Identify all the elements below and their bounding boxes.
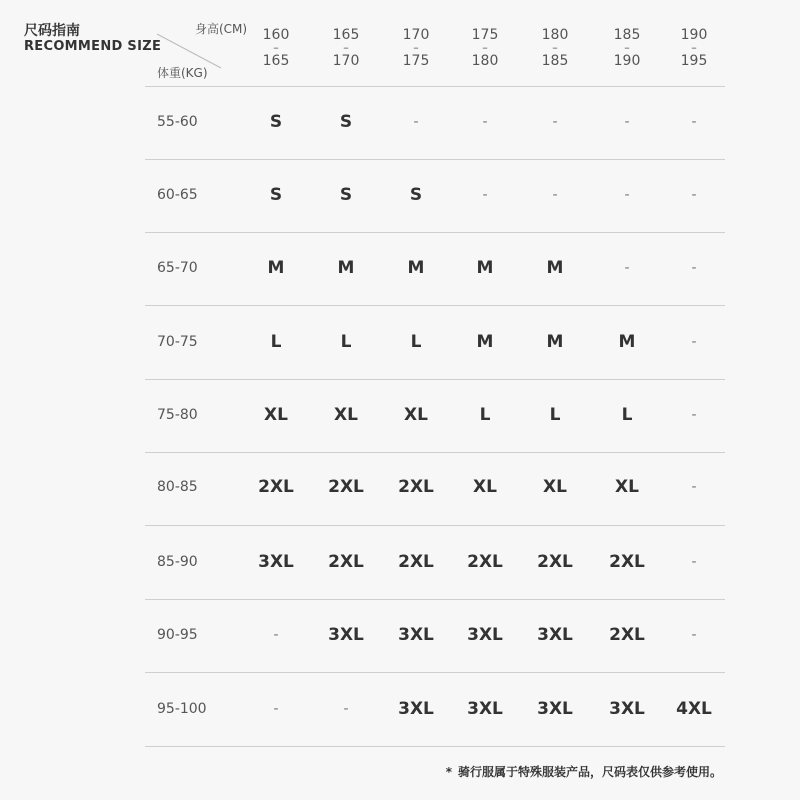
size-cell: 2XL	[328, 552, 364, 572]
row-divider	[145, 86, 725, 87]
row-divider	[145, 305, 725, 306]
size-cell: -	[624, 187, 630, 203]
size-cell: M	[476, 332, 494, 352]
page-title: 尺码指南	[24, 23, 80, 39]
height-to: 185	[541, 53, 569, 69]
size-cell: -	[691, 187, 697, 203]
size-cell: 3XL	[398, 625, 434, 645]
row-divider	[145, 159, 725, 160]
size-cell: -	[691, 260, 697, 276]
size-cell: 4XL	[676, 699, 712, 719]
row-divider	[145, 599, 725, 600]
size-cell: L	[340, 332, 352, 352]
weight-row-label: 75-80	[157, 407, 198, 423]
size-cell: XL	[264, 405, 288, 425]
height-range-dash: –	[691, 41, 697, 54]
weight-row-label: 55-60	[157, 114, 198, 130]
height-from: 170	[402, 27, 430, 43]
size-cell: 3XL	[467, 625, 503, 645]
size-cell: XL	[615, 477, 639, 497]
weight-row-label: 65-70	[157, 260, 198, 276]
size-cell: -	[691, 554, 697, 570]
size-cell: 3XL	[537, 625, 573, 645]
size-cell: -	[691, 407, 697, 423]
weight-row-label: 70-75	[157, 334, 198, 350]
size-cell: XL	[334, 405, 358, 425]
row-divider	[145, 379, 725, 380]
height-column-header	[386, 28, 446, 68]
size-cell: L	[410, 332, 422, 352]
size-cell: 3XL	[609, 699, 645, 719]
size-cell: 2XL	[537, 552, 573, 572]
size-cell: 2XL	[398, 477, 434, 497]
size-cell: M	[267, 258, 285, 278]
height-from: 180	[541, 27, 569, 43]
height-column-header	[664, 28, 724, 68]
size-cell: M	[476, 258, 494, 278]
height-to: 175	[402, 53, 430, 69]
weight-row-label: 85-90	[157, 554, 198, 570]
size-cell: -	[273, 701, 279, 717]
weight-row-label: 95-100	[157, 701, 207, 717]
size-cell: L	[270, 332, 282, 352]
weight-row-label: 90-95	[157, 627, 198, 643]
height-column-header	[597, 28, 657, 68]
height-to: 165	[262, 53, 290, 69]
page-subtitle: RECOMMEND SIZE	[24, 39, 162, 54]
size-cell: 3XL	[258, 552, 294, 572]
height-range-dash: –	[343, 41, 349, 54]
size-cell: XL	[404, 405, 428, 425]
size-cell: XL	[543, 477, 567, 497]
size-cell: M	[546, 332, 564, 352]
height-axis-label: 身高(CM)	[195, 22, 248, 36]
weight-row-label: 60-65	[157, 187, 198, 203]
height-from: 185	[613, 27, 641, 43]
size-cell: -	[691, 114, 697, 130]
size-cell: -	[482, 187, 488, 203]
size-cell: S	[339, 185, 353, 205]
height-to: 195	[680, 53, 708, 69]
size-cell: -	[552, 187, 558, 203]
weight-axis-label: 体重(KG)	[157, 66, 208, 80]
row-divider	[145, 672, 725, 673]
size-cell: M	[546, 258, 564, 278]
footnote-star: *	[445, 765, 452, 779]
size-cell: 2XL	[328, 477, 364, 497]
size-cell: 2XL	[258, 477, 294, 497]
size-cell: -	[691, 334, 697, 350]
height-range-dash: –	[552, 41, 558, 54]
row-divider	[145, 525, 725, 526]
height-range-dash: –	[624, 41, 630, 54]
size-cell: S	[269, 112, 283, 132]
size-cell: 3XL	[537, 699, 573, 719]
height-from: 165	[332, 27, 360, 43]
size-cell: M	[337, 258, 355, 278]
height-to: 190	[613, 53, 641, 69]
size-cell: S	[409, 185, 423, 205]
size-cell: -	[552, 114, 558, 130]
size-cell: -	[624, 114, 630, 130]
height-to: 170	[332, 53, 360, 69]
weight-row-label: 80-85	[157, 479, 198, 495]
size-cell: 2XL	[609, 625, 645, 645]
size-cell: L	[549, 405, 561, 425]
row-divider	[145, 746, 725, 747]
size-cell: -	[624, 260, 630, 276]
height-column-header	[455, 28, 515, 68]
footnote	[446, 763, 722, 780]
size-cell: -	[691, 479, 697, 495]
height-from: 175	[471, 27, 499, 43]
height-range-dash: –	[273, 41, 279, 54]
size-cell: 3XL	[328, 625, 364, 645]
size-cell: S	[339, 112, 353, 132]
height-from: 190	[680, 27, 708, 43]
size-cell: 2XL	[398, 552, 434, 572]
size-cell: -	[691, 627, 697, 643]
height-range-dash: –	[413, 41, 419, 54]
height-from: 160	[262, 27, 290, 43]
size-cell: -	[413, 114, 419, 130]
table-corner-header	[145, 10, 248, 84]
height-range-dash: –	[482, 41, 488, 54]
size-cell: 2XL	[609, 552, 645, 572]
size-cell: L	[479, 405, 491, 425]
height-to: 180	[471, 53, 499, 69]
size-cell: S	[269, 185, 283, 205]
size-cell: -	[343, 701, 349, 717]
height-column-header	[246, 28, 306, 68]
size-cell: XL	[473, 477, 497, 497]
size-cell: -	[273, 627, 279, 643]
size-cell: 3XL	[398, 699, 434, 719]
footnote-text: 骑行服属于特殊服装产品，尺码表仅供参考使用。	[457, 765, 722, 779]
size-cell: M	[618, 332, 636, 352]
height-column-header	[525, 28, 585, 68]
row-divider	[145, 232, 725, 233]
row-divider	[145, 452, 725, 453]
size-cell: L	[621, 405, 633, 425]
size-cell: M	[407, 258, 425, 278]
size-cell: 2XL	[467, 552, 503, 572]
height-column-header	[316, 28, 376, 68]
size-cell: 3XL	[467, 699, 503, 719]
size-cell: -	[482, 114, 488, 130]
